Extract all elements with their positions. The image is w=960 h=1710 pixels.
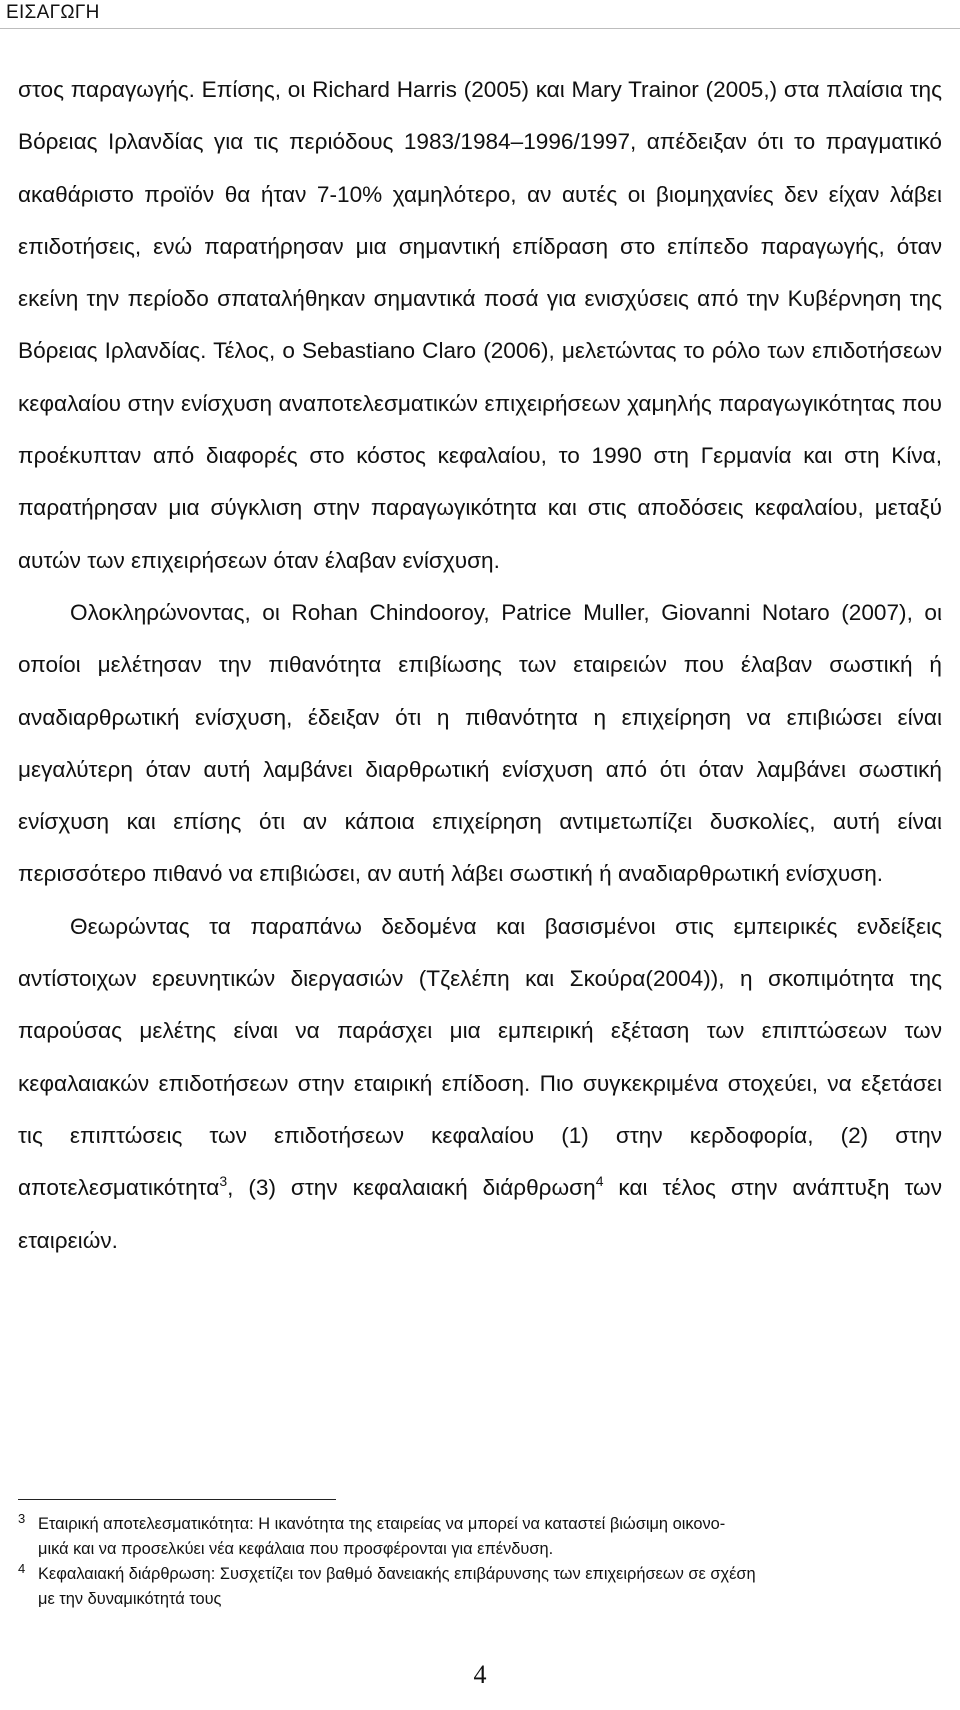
- paragraph-3-part-b: , (3) στην κεφαλαιακή διάρθρωση: [227, 1175, 596, 1201]
- paragraph-1: στος παραγωγής. Επίσης, οι Richard Harris (2005) και Mary Trainor (2005,) στα πλαίσια της Βόρειας Ιρλανδίας για τις περιόδους 1983/1984–1996/1997, απέδειξαν ότι το πραγματικό ακαθάριστο προϊόν θα ήταν 7-10% χαμηλότερο, αν αυτές οι βιομηχανίες δεν είχαν λάβει επιδοτήσεις, ενώ παρατήρησαν μια σημαντική επίδραση στο επίπεδο παραγωγής, όταν εκείνη την περίοδο σπαταλήθηκαν σημαντικά ποσά για ενισχύσεις από την Κυβέρνηση της Βόρειας Ιρλανδίας. Τέλος, ο Sebastiano Claro (2006), μελετώντας το ρόλο των επιδοτήσεων κεφαλαίου στην ενίσχυση αναποτελεσματικών επιχειρήσεων χαμηλής παραγωγικότητας που προέκυπταν από διαφορές στο κόστος κεφαλαίου, το 1990 στη Γερμανία και στη Κίνα, παρατήρησαν μια σύγκλιση στην παραγωγικότητα και στις αποδόσεις κεφαλαίου, μεταξύ αυτών των επιχειρήσεων όταν έλαβαν ενίσχυση.: [18, 77, 942, 573]
- paragraph-3-part-a: Θεωρώντας τα παραπάνω δεδομένα και βασισμένοι στις εμπειρικές ενδείξεις αντίστοιχων ερευνητικών διεργασιών (Τζελέπη και Σκούρα(2004)), η σκοπιμότητα της παρούσας μελέτης είναι να παράσχει μια εμπειρική εξέταση των επιπτώσεων των κεφαλαιακών επιδοτήσεων στην εταιρική επίδοση. Πιο συγκεκριμένα στοχεύει, να εξετάσει τις επιπτώσεις των επιδοτήσεων κεφαλαίου (1) στην κερδοφορία, (2) στην αποτελεσματικότητα: [18, 913, 942, 1201]
- footnotes: [18, 1512, 942, 1612]
- footnote-ref-3[interactable]: 3: [219, 1173, 228, 1190]
- page-number: 4: [473, 1660, 487, 1689]
- footnote-number: 3: [18, 1511, 26, 1526]
- footnote-number: 4: [18, 1561, 26, 1576]
- paragraph-2: Ολοκληρώνοντας, οι Rohan Chindooroy, Patrice Muller, Giovanni Notaro (2007), οι οποίοι μελέτησαν την πιθανότητα επιβίωσης των εταιρειών που έλαβαν σωστική ή αναδιαρθρωτική ενίσχυση, έδειξαν ότι η πιθανότητα η επιχείρηση να επιβιώσει είναι μεγαλύτερη όταν αυτή λαμβάνει διαρθρωτική ενίσχυση από ότι όταν λαμβάνει σωστική ενίσχυση και επίσης ότι αν κάποια επιχείρηση αντιμετωπίζει δυσκολίες, αυτή είναι περισσότερο πιθανό να επιβιώσει, αν αυτή λάβει σωστική ή αναδιαρθρωτική ενίσχυση.: [18, 599, 942, 887]
- footnote-text: μικά και να προσελκύει νέα κεφάλαια που προσφέρονται για επένδυση.: [38, 1540, 554, 1558]
- paragraph-3-part-c: και τέλος στην ανάπτυξη των εταιρειών.: [18, 1175, 942, 1253]
- footnote-text: Εταιρική αποτελεσματικότητα: Η ικανότητα της εταιρείας να μπορεί να καταστεί βιώσιμη οικονο-: [38, 1515, 726, 1533]
- page-header: [0, 0, 960, 29]
- footnote-text: με την δυναμικότητά τους: [38, 1590, 222, 1608]
- footnote-text: Κεφαλαιακή διάρθρωση: Συσχετίζει τον βαθμό δανειακής επιβάρυνσης των επιχειρήσεων σε σχέση: [38, 1565, 756, 1583]
- footnote-separator: [18, 1499, 336, 1500]
- footnote-4: [18, 1562, 942, 1612]
- header-title: ΕΙΣΑΓΩΓΗ: [6, 2, 100, 23]
- footnote-3: [18, 1512, 942, 1562]
- footnote-ref-4[interactable]: 4: [595, 1173, 604, 1190]
- paragraph-3: [18, 901, 942, 1267]
- body-text: [18, 64, 942, 1267]
